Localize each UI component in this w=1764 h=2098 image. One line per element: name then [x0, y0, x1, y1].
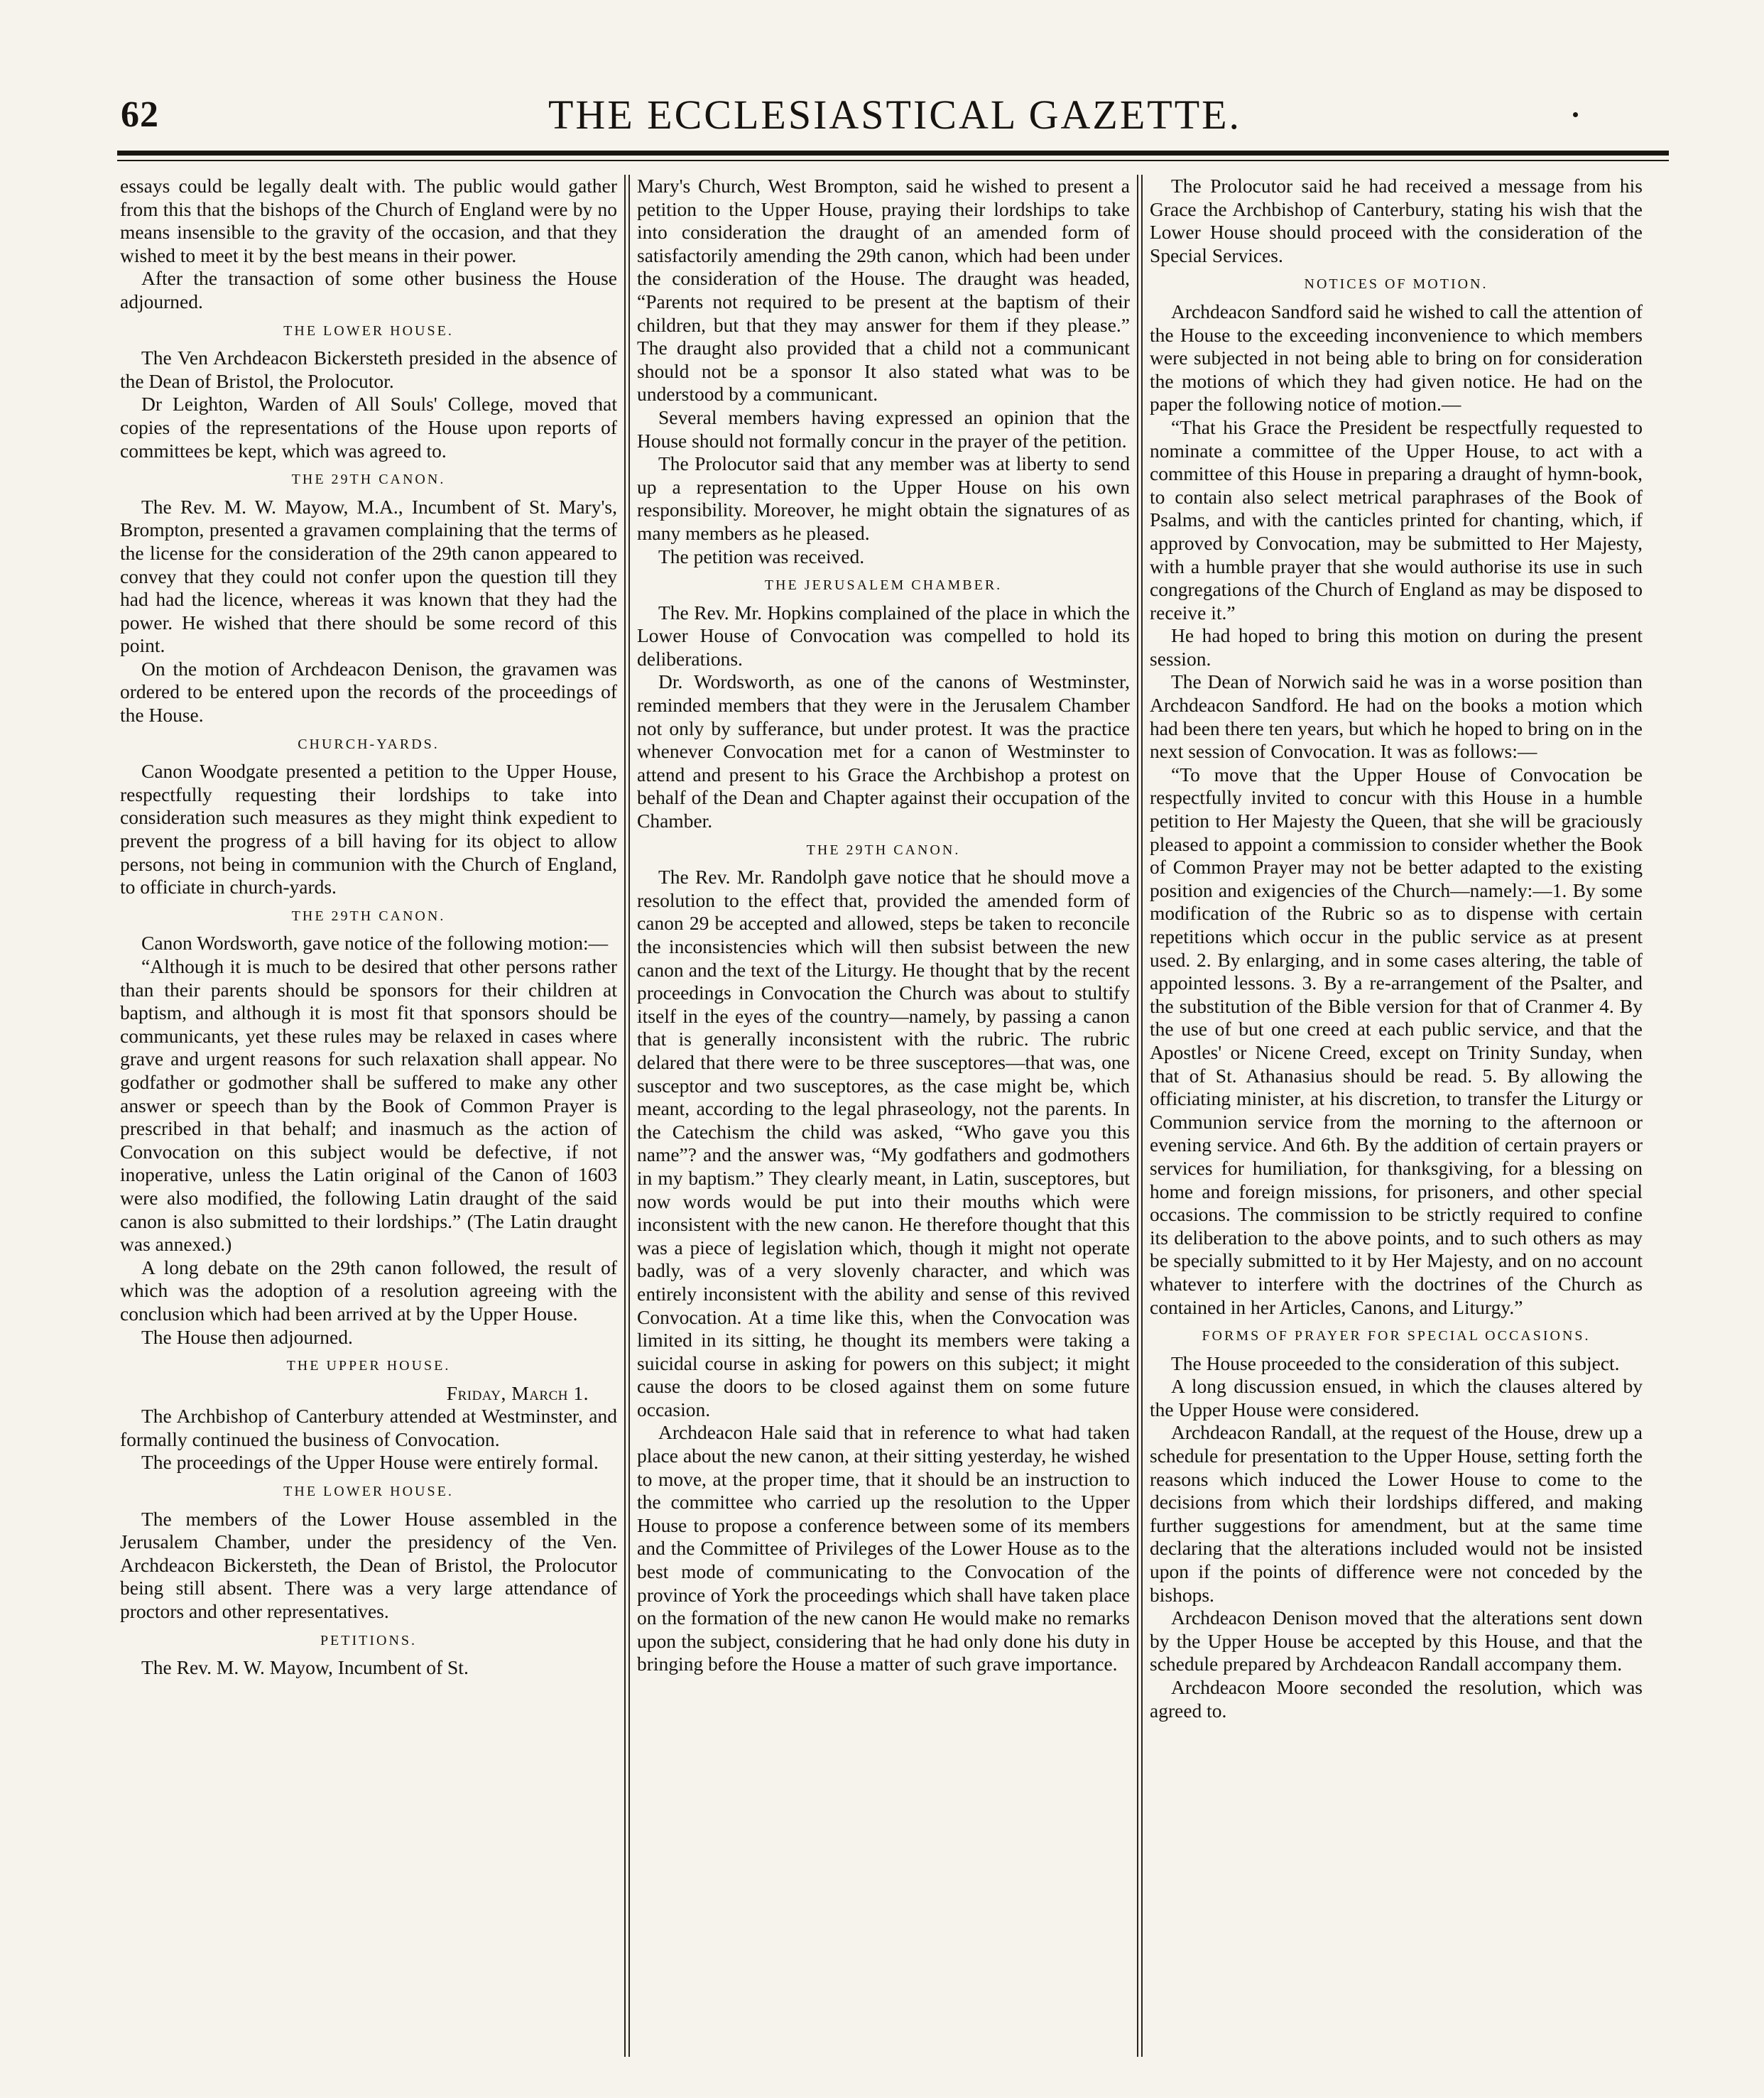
- section-heading: THE UPPER HOUSE.: [286, 1358, 451, 1374]
- journal-title: THE ECCLESIASTICAL GAZETTE.: [548, 92, 1242, 138]
- article-paragraph: Archdeacon Moore seconded the resolution, which was agreed to.: [1150, 1676, 1643, 1722]
- column-1: [117, 175, 624, 2057]
- article-paragraph: A long discussion ensued, in which the clauses altered by the Upper House were considered.: [1150, 1375, 1643, 1420]
- article-paragraph: Archdeacon Randall, at the request of the House, drew up a schedule for presentation to the Upper House, setting forth the reasons which induced the Lower House to come to the decisions from which their lordships differed, and making further suggestions for amendment, but at the same time declaring that the alterations included would not be insisted upon if the points of difference were not conceded by the bishops.: [1150, 1421, 1643, 1606]
- article-paragraph: The Rev. M. W. Mayow, M.A., Incumbent of St. Mary's, Brompton, presented a gravamen complaining that the terms of the license for the consideration of the 29th canon appeared to convey that they could not confer upon the question till they had had the licence, whereas it was known that they had the power. He wished that there should be some record of this point.: [120, 495, 617, 657]
- section-heading: THE 29TH CANON.: [291, 908, 446, 924]
- article-paragraph: Mary's Church, West Brompton, said he wished to present a petition to the Upper House, praying their lordships to take into consideration the draught of an amended form of satisfactorily amending the 29th canon, which had been under the consideration of the House. The draught was headed, “Parents not required to be present at the baptism of their children, but that they may answer for them if they please.” The draught also provided that a child not a communicant should not be a sponsor It also stated what was to be understood by a communicant.: [637, 175, 1130, 406]
- article-paragraph: essays could be legally dealt with. The public would gather from this that the bishops of the Church of England were by no means insensible to the gravity of the occasion, and that they wished to meet it by the best means in their power.: [120, 175, 617, 266]
- article-paragraph: The members of the Lower House assembled in the Jerusalem Chamber, under the presidency of the Ven. Archdeacon Bickersteth, the Dean of Bristol, the Prolocutor being still absent. There was a very large attendance of proctors and other representatives.: [120, 1507, 617, 1623]
- article-paragraph: Archdeacon Denison moved that the alterations sent down by the Upper House be accepted by this House, and that the schedule prepared by Archdeacon Randall accompany them.: [1150, 1607, 1643, 1675]
- article-paragraph: Archdeacon Hale said that in reference to what had taken place about the new canon, at their sitting yesterday, he wished to move, at the proper time, that it should be an instruction to the committee who carried up the resolution to the Upper House to propose a conference between some of its members and the Committee of Privileges of the Lower House as to the best mode of communicating to the Convocation of the province of York the proceedings which shall have taken place on the formation of the new canon He would make no remarks upon the subject, considering that he had only done his duty in bringing before the House a matter of such grave importance.: [637, 1421, 1130, 1675]
- article-paragraph: The Prolocutor said he had received a message from his Grace the Archbishop of Canterbury, stating his wish that the Lower House should proceed with the consideration of the Special Services.: [1150, 175, 1643, 266]
- column-divider: [624, 175, 630, 2057]
- column-3: [1143, 175, 1650, 2057]
- masthead: [121, 85, 1669, 142]
- article-paragraph: The Prolocutor said that any member was at liberty to send up a representation to the Upper House on his own responsibility. Moreover, he might obtain the signatures of as many members as he pleased.: [637, 452, 1130, 544]
- article-paragraph: The House proceeded to the consideration of this subject.: [1171, 1352, 1620, 1374]
- article-paragraph: The Dean of Norwich said he was in a worse position than Archdeacon Sandford. He had on the books a motion which had been there ten years, but which he hoped to bring on in the next session of Convocation. It was as follows:—: [1150, 670, 1643, 763]
- article-paragraph: The Archbishop of Canterbury attended at Westminster, and formally continued the business of Convocation.: [120, 1405, 617, 1450]
- page-number: 62: [121, 94, 159, 135]
- article-paragraph: The Ven Archdeacon Bickersteth presided in the absence of the Dean of Bristol, the Prolocutor.: [120, 347, 617, 392]
- article-paragraph: The petition was received.: [658, 545, 865, 567]
- article-paragraph: The Rev. M. W. Mayow, Incumbent of St.: [141, 1656, 469, 1679]
- date-line: Friday, March 1.: [446, 1381, 589, 1404]
- article-paragraph: “To move that the Upper House of Convocation be respectfully invited to concur with this House in a humble petition to Her Majesty the Queen, that she will be graciously pleased to appoint a commission to consider whether the Book of Common Prayer may not be better adapted to the existing position and exigencies of the Church—namely:—1. By some modification of the Rubric so as to dispense with certain repetitions which occur in the public service as at present used. 2. By enlarging, and in some cases altering, the table of appointed lessons. 3. By a re-arrangement of the Psalter, and the substitution of the Bible version for that of Cranmer 4. By the use of but one creed at each public service, and that the Apostles' or Nicene Creed, except on Trinity Sunday, when that of St. Athanasius should be read. 5. By allowing the officiating minister, at his discretion, to transfer the Liturgy or Communion service from the morning to the afternoon or evening service. And 6th. By the addition of certain prayers or services for humiliation, for thanksgiving, for a blessing on home and foreign missions, for prisoners, and other special occasions. The commission to be strictly required to confine its deliberation to the above points, and to such others as may be specially submitted to it by Her Majesty, and on no account whatever to interfere with the doctrines of the Church as contained in her Articles, Canons, and Liturgy.”: [1150, 763, 1643, 1318]
- section-heading: THE 29TH CANON.: [806, 842, 961, 858]
- article-paragraph: The Rev. Mr. Hopkins complained of the place in which the Lower House of Convocation was compelled to hold its deliberations.: [637, 601, 1130, 670]
- section-heading: PETITIONS.: [320, 1632, 418, 1648]
- article-paragraph: On the motion of Archdeacon Denison, the gravamen was ordered to be entered upon the records of the proceedings of the House.: [120, 657, 617, 727]
- header-dot: [1573, 112, 1578, 117]
- article-paragraph: The Rev. Mr. Randolph gave notice that he should move a resolution to the effect that, provided the amended form of canon 29 be accepted and allowed, steps be taken to reconcile the inconsistencies which will then subsist between the new canon and the text of the Liturgy. He thought that by the recent proceedings in Convocation the Church was about to stultify itself in the eyes of the country—namely, by passing a canon that is generally inconsistent with the rubric. The rubric delared that there were to be three susceptores—that was, one susceptor and two susceptores, as the case might be, which meant, according to the legal phraseology, not the parents. In the Catechism the child was asked, “Who gave you this name”? and the answer was, “My godfathers and godmothers in my baptism.” They clearly meant, in Latin, susceptores, but now words would be put into their mouths which were inconsistent with the new canon. He therefore thought that this was a piece of legislation which, though it might not operate badly, was of a very slovenly character, and which was entirely inconsistent with the ability and sense of this revived Convocation. At a time like this, when the Convocation was limited in its sitting, he thought its members were taking a suicidal course in asking for powers on this subject; it might cause the doors to be closed against them on some future occasion.: [637, 866, 1130, 1420]
- section-heading: NOTICES OF MOTION.: [1304, 276, 1488, 293]
- article-columns: [117, 175, 1672, 2057]
- section-heading: CHURCH-YARDS.: [298, 736, 440, 752]
- article-paragraph: Canon Wordsworth, gave notice of the following motion:—: [141, 932, 609, 955]
- header-rule-thin: [117, 160, 1669, 161]
- section-heading: THE LOWER HOUSE.: [283, 1484, 454, 1500]
- section-heading: THE LOWER HOUSE.: [283, 322, 454, 339]
- section-heading: THE 29TH CANON.: [291, 472, 446, 488]
- article-paragraph: The House then adjourned.: [141, 1325, 353, 1348]
- article-paragraph: Canon Woodgate presented a petition to the Upper House, respectfully requesting their lordships to take into consideration such measures as they might think expedient to prevent the progress of a bill having for its object to allow persons, not being in communion with the Church of England, to officiate in church-yards.: [120, 760, 617, 898]
- article-paragraph: Several members having expressed an opinion that the House should not formally concur in the prayer of the petition.: [637, 406, 1130, 452]
- column-2: [630, 175, 1137, 2057]
- article-paragraph: He had hoped to bring this motion on during the present session.: [1150, 624, 1643, 670]
- section-heading: FORMS OF PRAYER FOR SPECIAL OCCASIONS.: [1202, 1328, 1591, 1344]
- article-paragraph: A long debate on the 29th canon followed, the result of which was the adoption of a resolution agreeing with the conclusion which had been arrived at by the Upper House.: [120, 1256, 617, 1325]
- article-paragraph: Dr Leighton, Warden of All Souls' College, moved that copies of the representations of the House upon reports of committees be kept, which was agreed to.: [120, 393, 617, 462]
- article-paragraph: “That his Grace the President be respectfully requested to nominate a committee of the Upper House, to act with a committee of this House in preparing a draught of hymn-book, to contain also select metrical paraphrases of the Book of Psalms, and with the canticles printed for chanting, which, if approved by Convocation, may be submitted to Her Majesty, with a humble prayer that she would authorise its use in such congregations of the Church of England as may be disposed to receive it.”: [1150, 415, 1643, 624]
- article-paragraph: “Although it is much to be desired that other persons rather than their parents should be sponsors for their children at baptism, and although it is most fit that sponsors should be communicants, yet these rules may be relaxed in cases where grave and urgent reasons for such relaxation shall appear. No godfather or godmother shall be suffered to make any other answer or speech than by the Book of Common Prayer is prescribed in that behalf; and inasmuch as the action of Convocation on this subject would be defective, if not inoperative, unless the Latin original of the Canon of 1603 were also modified, the following Latin draught of the said canon is also submitted to their lordships.” (The Latin draught was annexed.): [120, 955, 617, 1256]
- article-paragraph: The proceedings of the Upper House were entirely formal.: [141, 1451, 599, 1474]
- section-heading: THE JERUSALEM CHAMBER.: [764, 577, 1003, 594]
- header-rule-thick: [117, 151, 1669, 156]
- article-paragraph: After the transaction of some other business the House adjourned.: [120, 267, 617, 312]
- article-paragraph: Dr. Wordsworth, as one of the canons of Westminster, reminded members that they were in the Jerusalem Chamber not only by sufferance, but under protest. It was the practice whenever Convocation met for a canon of Westminster to attend and present to his Grace the Archbishop a protest on behalf of the Dean and Chapter against their occupation of the Chamber.: [637, 670, 1130, 832]
- article-paragraph: Archdeacon Sandford said he wished to call the attention of the House to the exceeding inconvenience to which members were subjected in not being able to bring on for consideration the motions of which they had given notice. He had on the paper the following notice of motion.—: [1150, 300, 1643, 415]
- column-divider: [1137, 175, 1143, 2057]
